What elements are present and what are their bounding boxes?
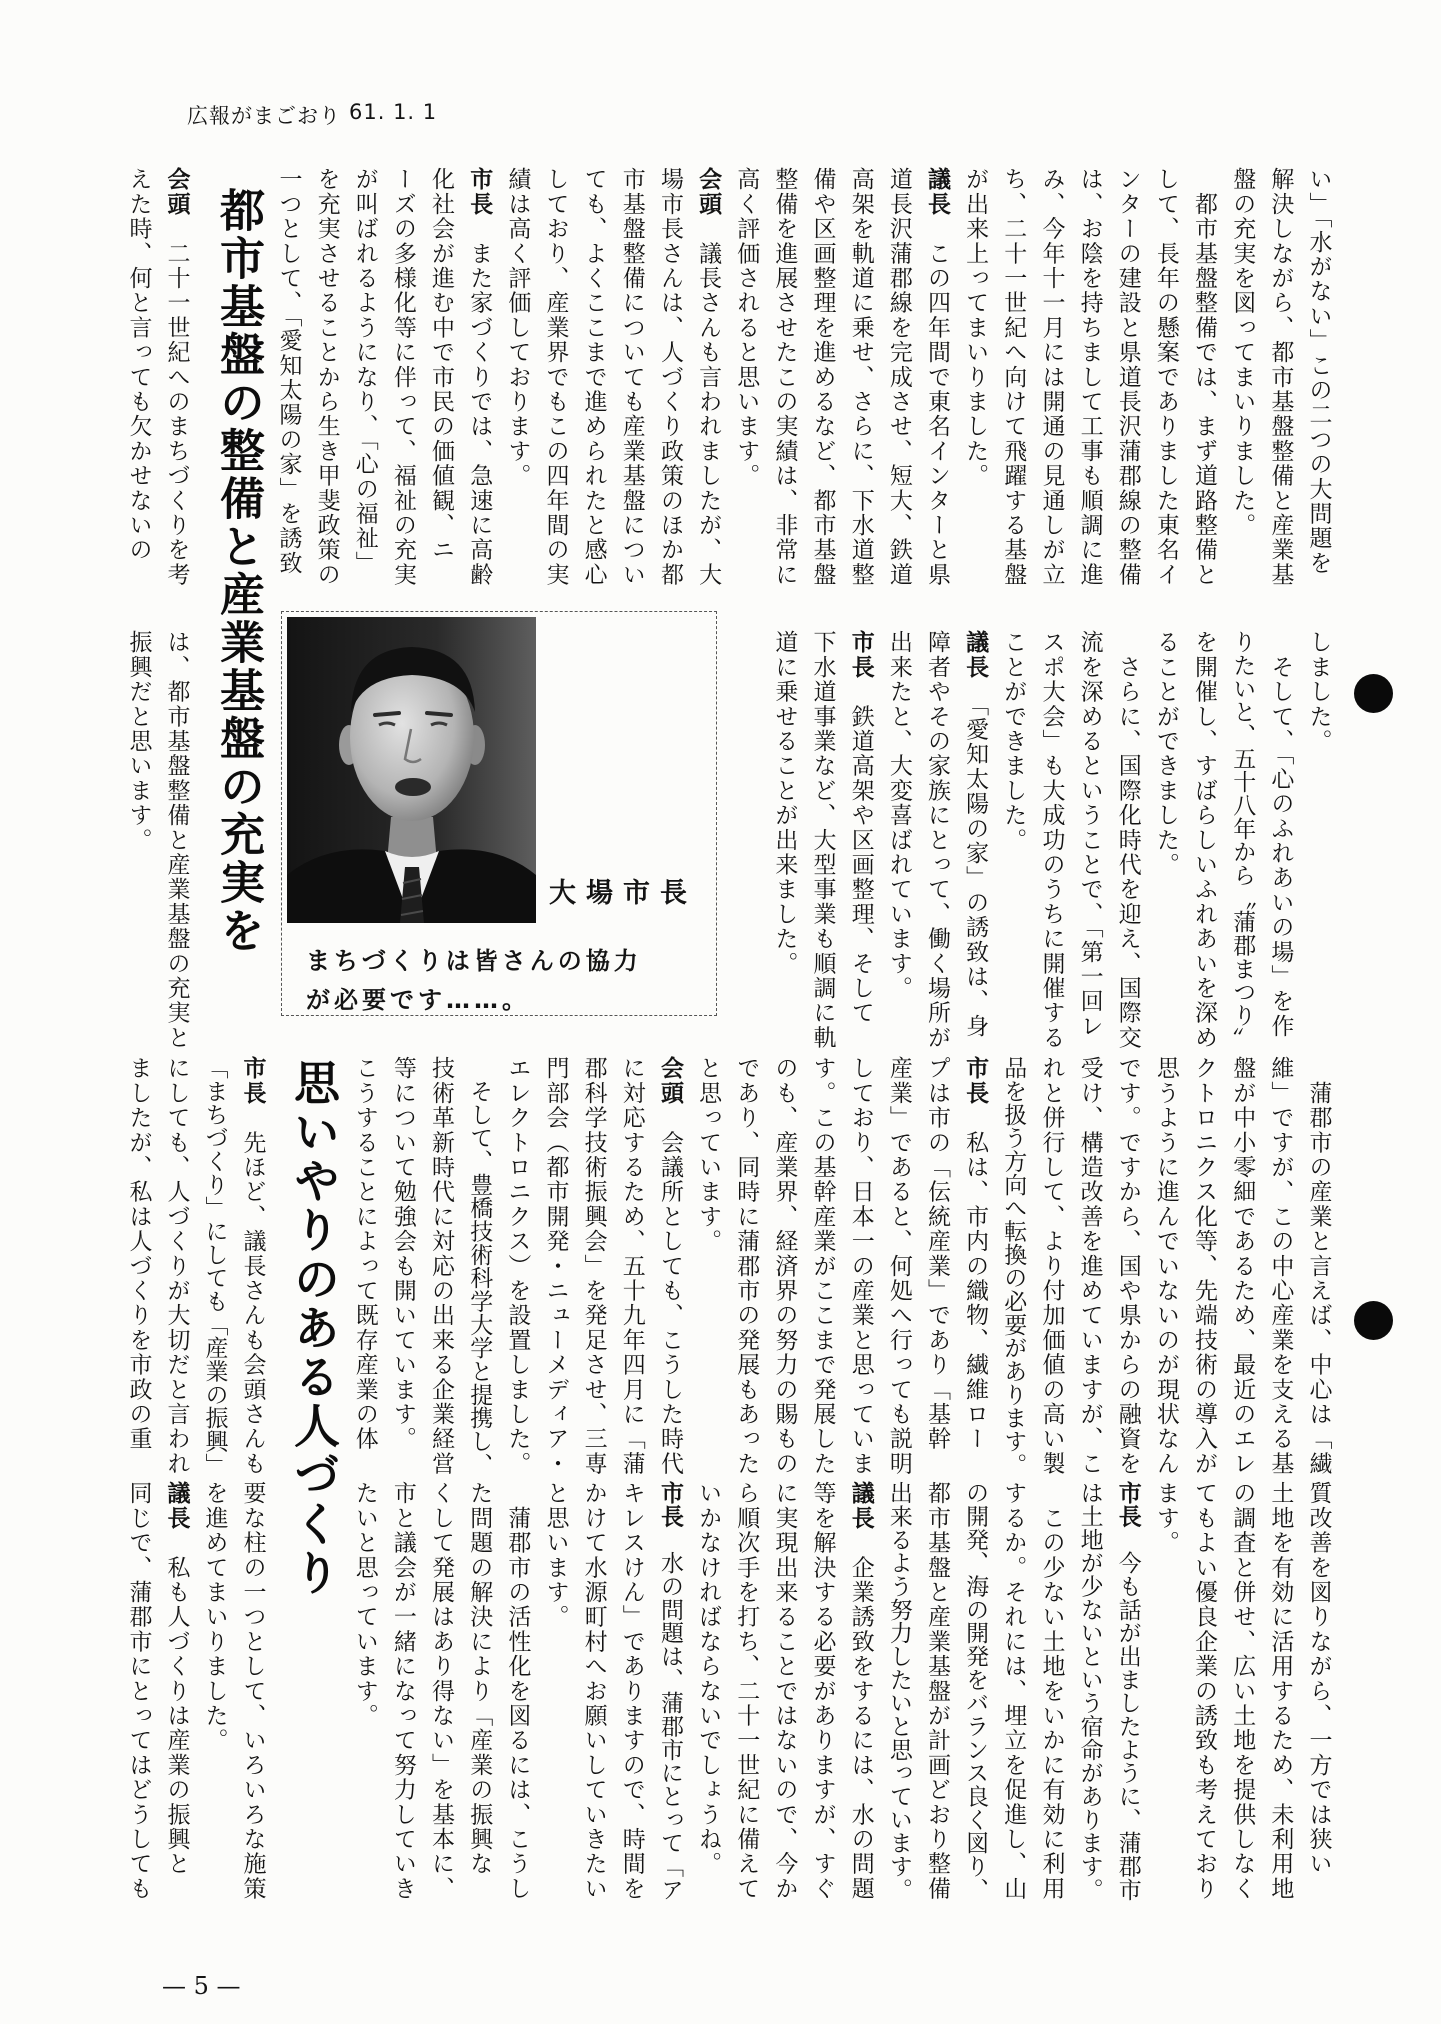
text-column: 郡科学技術振興会」を発足させ、三専 bbox=[580, 1056, 607, 1476]
text-column: は、お陰を持ちまして工事も順調に進 bbox=[1076, 167, 1103, 587]
text-column: 一つとして、「愛知太陽の家」を誘致 bbox=[275, 167, 302, 576]
text-column: 市と議会が一緒になって努力していき bbox=[389, 1481, 416, 1901]
column-text: 二十一世紀へのまちづくりを考 bbox=[163, 216, 190, 587]
column-text: 鉄道高架や区画整理、そして bbox=[847, 679, 874, 1026]
bullet-dot bbox=[1354, 674, 1393, 713]
text-column: 道に乗せることが出来ました。 bbox=[771, 630, 798, 976]
text-column: 都市基盤整備では、まず道路整備と bbox=[1191, 167, 1218, 587]
column-text: 今も話が出ましたように、蒲郡市 bbox=[1114, 1527, 1141, 1901]
text-column: 産業」であると、何処へ行っても説明 bbox=[885, 1056, 912, 1476]
text-column: 同じで、蒲郡市にとってはどうしても bbox=[125, 1481, 152, 1901]
text-column: を進めてまいりました。 bbox=[201, 1481, 228, 1753]
speaker-label: 市長 bbox=[962, 1056, 989, 1106]
text-column: 品を扱う方向へ転換の必要があります。 bbox=[1000, 1056, 1027, 1476]
text-column: プは市の「伝統産業」であり「基幹 bbox=[924, 1056, 950, 1452]
text-column bbox=[962, 630, 989, 1039]
photo-name-caption: 大場市長 bbox=[549, 878, 697, 909]
text-column bbox=[165, 167, 188, 587]
photo-caption-line: まちづくりは皆さんの協力 bbox=[306, 947, 642, 975]
column-text: 会議所としても、こうした時代 bbox=[656, 1105, 683, 1476]
column-text: 私も人づくりは産業の振興と bbox=[163, 1530, 190, 1877]
speaker-label: 会頭 bbox=[163, 167, 190, 217]
text-column bbox=[1116, 1481, 1139, 1901]
text-column: 出来たと、大変喜ばれています。 bbox=[885, 630, 912, 1001]
text-column: クトロニクス化等、先端技術の導入が bbox=[1191, 1056, 1218, 1476]
text-column: を充実させることから生き甲斐政策の bbox=[313, 167, 340, 587]
photo-caption-line: が必要です……。 bbox=[306, 986, 530, 1014]
text-column bbox=[241, 1056, 264, 1476]
text-column: 盤が中小零細であるため、最近のエレ bbox=[1229, 1056, 1256, 1476]
text-column: 要な柱の一つとして、いろいろな施策 bbox=[239, 1481, 266, 1901]
text-column: 等について勉強会も開いています。 bbox=[389, 1056, 416, 1452]
text-column: くして発展はあり得ない」を基本に、 bbox=[428, 1481, 455, 1901]
text-column: 道長沢蒲郡線を完成させ、短大、鉄道 bbox=[885, 167, 912, 587]
text-column: ることができました。 bbox=[1152, 630, 1179, 877]
text-column: 盤の充実を図ってまいりました。 bbox=[1229, 167, 1256, 538]
text-column: 蒲郡市の活性化を図るには、こうし bbox=[504, 1481, 531, 1901]
column-text: この四年間で東名インターと県 bbox=[924, 216, 950, 587]
column-text: 先ほど、議長さんも会頭さんも bbox=[239, 1105, 266, 1476]
text-column: 門部会（都市開発・ニューメディア・ bbox=[542, 1056, 569, 1476]
column-text: 水の問題は、蒲郡市にとって「ア bbox=[656, 1527, 683, 1901]
column-text: 「愛知太陽の家」の誘致は、身 bbox=[962, 679, 989, 1039]
text-column: 流を深めるということで、「第一回レ bbox=[1076, 630, 1103, 1039]
text-column: 出来るよう努力したいと思っています。 bbox=[885, 1481, 912, 1901]
text-column: 場市長さんは、人づくり政策のほか都 bbox=[656, 167, 683, 587]
text-column: は、都市基盤整備と産業基盤の充実と bbox=[163, 630, 190, 1050]
text-column: であり、同時に蒲郡市の発展もあった bbox=[733, 1056, 760, 1476]
text-column: れと併行して、より付加価値の高い製 bbox=[1038, 1056, 1065, 1476]
speaker-label: 市長 bbox=[239, 1056, 266, 1106]
speaker-label: 市長 bbox=[656, 1481, 683, 1528]
column-text: また家づくりでは、急速に高齢 bbox=[466, 216, 493, 587]
speaker-label: 会頭 bbox=[695, 167, 722, 217]
text-column: す。この基幹産業がここまで発展した bbox=[809, 1056, 836, 1476]
text-column: が叫ばれるようになり、「心の福祉」 bbox=[351, 167, 378, 576]
text-column: ましたが、私は人づくりを市政の重 bbox=[125, 1056, 152, 1452]
text-column: と思っています。 bbox=[695, 1056, 722, 1254]
column-text: 私は、市内の織物、繊維ロー bbox=[962, 1105, 989, 1452]
text-column: そして、「心のふれあいの場」を作 bbox=[1267, 630, 1294, 1039]
text-column: 高架を軌道に乗せ、さらに、下水道整 bbox=[847, 167, 874, 587]
text-column: を開催し、すばらしいふれあいを深め bbox=[1191, 630, 1218, 1050]
text-column: 整備を進展させたこの実績は、非常に bbox=[771, 167, 798, 587]
headline-urban-infrastructure: 都市基盤の整備と産業基盤の充実を bbox=[212, 187, 265, 955]
text-column: 績は高く評価しております。 bbox=[504, 167, 531, 489]
text-column: こうすることによって既存産業の体 bbox=[351, 1056, 378, 1452]
text-column: 市基盤整備についても産業基盤につい bbox=[618, 167, 645, 587]
text-column: 思うように進んでいないのが現状なん bbox=[1152, 1056, 1179, 1476]
bullet-dot bbox=[1354, 1301, 1393, 1340]
text-column: キレスけん」でありますので、時間を bbox=[618, 1481, 645, 1901]
text-column: にしても、人づくりが大切だと言われ bbox=[163, 1056, 190, 1476]
text-column: この少ない土地をいかに有効に利用 bbox=[1038, 1481, 1065, 1901]
text-column: するか。それには、埋立を促進し、山 bbox=[1000, 1481, 1027, 1901]
text-column: スポ大会」も大成功のうちに開催する bbox=[1038, 630, 1065, 1050]
text-column: 振興だと思います。 bbox=[125, 630, 152, 853]
headline-people-development: 思いやりのある人づくり bbox=[287, 1059, 341, 1598]
text-column: さらに、国際化時代を迎え、国際交 bbox=[1114, 630, 1141, 1050]
publication-name: 広報がまごおり bbox=[187, 104, 341, 128]
text-column: の開発、海の開発をバランス良く図り、 bbox=[962, 1481, 989, 1901]
text-column: 等を解決する必要がありますが、すぐ bbox=[809, 1481, 836, 1901]
text-column bbox=[925, 167, 948, 587]
text-column: ことができました。 bbox=[1000, 630, 1027, 853]
text-column: 質改善を図りながら、一方では狭い bbox=[1305, 1481, 1332, 1877]
text-column bbox=[849, 1481, 872, 1901]
column-text: 企業誘致をするには、水の問題 bbox=[847, 1530, 874, 1901]
text-column: しており、産業界でもこの四年間の実 bbox=[542, 167, 569, 587]
text-column: エレクトロニクス）を設置しました。 bbox=[504, 1056, 531, 1476]
text-column: の調査と併せ、広い土地を提供しなく bbox=[1229, 1481, 1256, 1901]
text-column: 高く評価されると思います。 bbox=[733, 167, 760, 489]
issue-date: 61. 1. 1 bbox=[349, 100, 438, 124]
text-column: です。ですから、国や県からの融資を bbox=[1114, 1056, 1141, 1476]
speaker-label: 議長 bbox=[924, 167, 950, 217]
text-column: た問題の解決により「産業の振興な bbox=[466, 1481, 493, 1877]
text-column bbox=[695, 167, 722, 587]
text-column bbox=[658, 1481, 681, 1901]
text-column: のも、産業界、経済界の努力の賜もの bbox=[771, 1056, 798, 1476]
text-column bbox=[165, 1481, 188, 1876]
speaker-label: 会頭 bbox=[656, 1056, 683, 1106]
text-column: りたいと、五十八年から〝蒲郡まつり〟 bbox=[1229, 630, 1256, 1050]
text-column bbox=[658, 1056, 681, 1476]
speaker-label: 市長 bbox=[1114, 1481, 1141, 1528]
speaker-label: 市長 bbox=[847, 630, 874, 680]
text-column: 化社会が進む中で市民の価値観、ニ bbox=[428, 167, 455, 563]
text-column: 備や区画整理を進めるなど、都市基盤 bbox=[809, 167, 836, 587]
text-column: 土地を有効に活用するため、未利用地 bbox=[1267, 1481, 1294, 1901]
text-column: 都市基盤と産業基盤が計画どおり整備 bbox=[924, 1481, 950, 1901]
text-column: して、長年の懸案でありました東名イ bbox=[1152, 167, 1179, 587]
text-column: えた時、何と言っても欠かせないの bbox=[125, 167, 152, 563]
text-column: 技術革新時代に対応の出来る企業経営 bbox=[428, 1056, 455, 1476]
text-column: い」「水がない」この二つの大問題を bbox=[1305, 167, 1332, 576]
text-column: 維」ですが、この中心産業を支える基 bbox=[1267, 1056, 1294, 1476]
text-column bbox=[466, 167, 493, 587]
portrait-photo bbox=[287, 617, 536, 923]
page-number: — 5 — bbox=[162, 1972, 241, 2000]
text-column: たいと思っています。 bbox=[351, 1481, 378, 1728]
text-column: 受け、構造改善を進めていますが、こ bbox=[1076, 1056, 1103, 1476]
text-column: 障者やその家族にとって、働く場所が bbox=[924, 630, 950, 1050]
text-column: が出来上ってまいりました。 bbox=[962, 167, 989, 489]
speaker-label: 議長 bbox=[163, 1481, 190, 1531]
text-column: ます。 bbox=[1152, 1481, 1179, 1556]
text-column: に対応するため、五十九年四月に「蒲 bbox=[618, 1056, 645, 1476]
text-column: しました。 bbox=[1305, 630, 1332, 754]
text-column: しており、日本一の産業と思っていま bbox=[847, 1056, 874, 1476]
text-column: いかなければならないでしょうね。 bbox=[695, 1481, 722, 1877]
text-column: ら順次手を打ち、二十一世紀に備えて bbox=[733, 1481, 760, 1901]
text-column: ンターの建設と県道長沢蒲郡線の整備 bbox=[1114, 167, 1141, 587]
speaker-label: 市長 bbox=[466, 167, 493, 217]
speaker-label: 議長 bbox=[847, 1481, 874, 1531]
text-column bbox=[849, 630, 872, 1025]
text-column: に実現出来ることではないので、今か bbox=[771, 1481, 798, 1901]
text-column: み、今年十一月には開通の見通しが立 bbox=[1038, 167, 1065, 587]
text-column: ち、二十一世紀へ向けて飛躍する基盤 bbox=[1000, 167, 1027, 587]
text-column: 蒲郡市の産業と言えば、中心は「繊 bbox=[1305, 1056, 1332, 1476]
text-column: と思います。 bbox=[542, 1481, 569, 1630]
text-column: 解決しながら、都市基盤整備と産業基 bbox=[1267, 167, 1294, 587]
text-column: ーズの多様化等に伴って、福祉の充実 bbox=[389, 167, 416, 587]
text-column: ても、よくここまで進められたと感心 bbox=[580, 167, 607, 587]
text-column bbox=[962, 1056, 989, 1452]
text-column: は土地が少ないという宿命があります。 bbox=[1076, 1481, 1103, 1901]
text-column: そして、豊橋技術科学大学と提携し、 bbox=[466, 1056, 493, 1476]
text-column: てもよい優良企業の誘致も考えており bbox=[1191, 1481, 1218, 1901]
column-text: 議長さんも言われましたが、大 bbox=[695, 216, 722, 587]
text-column: かけて水源町村へお願いしていきたい bbox=[580, 1481, 607, 1901]
speaker-label: 議長 bbox=[962, 630, 989, 680]
text-column: 「まちづくり」にしても「産業の振興」 bbox=[201, 1056, 228, 1476]
text-column: 下水道事業など、大型事業も順調に軌 bbox=[809, 630, 836, 1050]
